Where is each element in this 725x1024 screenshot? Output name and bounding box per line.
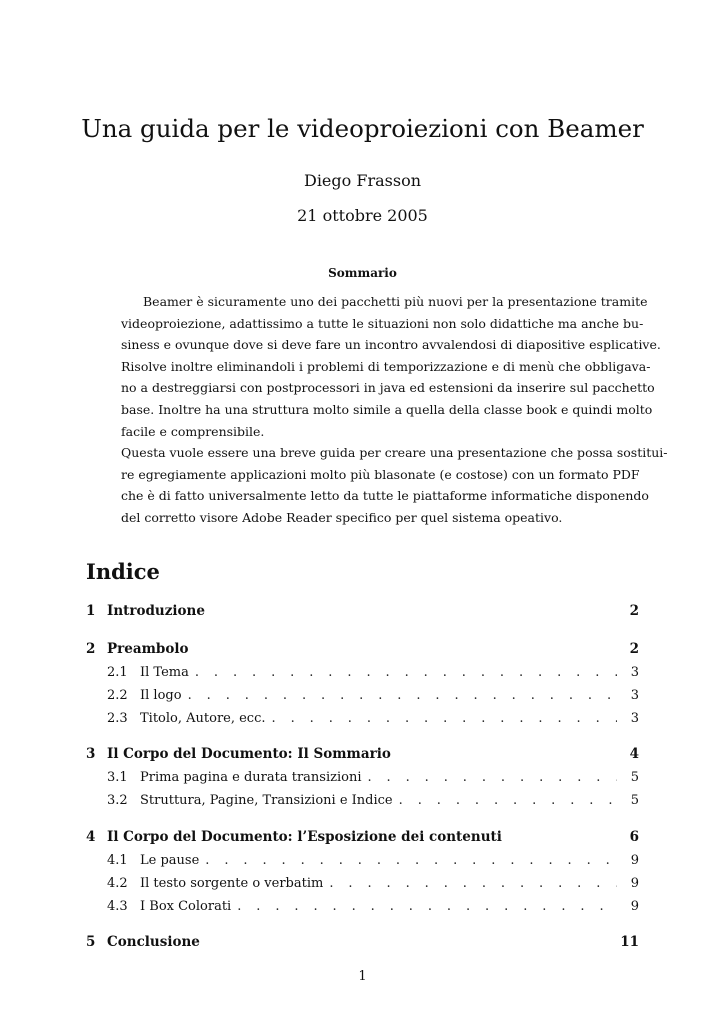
abstract-line: che è di fatto universalmente letto da tutte le piattaforme informatiche disponendo (121, 488, 649, 504)
toc-subsection-testo-sorgente[interactable] (107, 872, 639, 894)
page-number: 1 (358, 969, 367, 984)
toc-section-number: 2 (86, 641, 96, 657)
abstract-line: Risolve inoltre eliminandoli i problemi di temporizzazione e di menù che obbligava- (121, 358, 651, 374)
toc-section-label: Preambolo (107, 641, 189, 657)
toc-subsection-le-pause[interactable] (107, 849, 639, 871)
toc-subsection-prima-pagina[interactable] (107, 766, 639, 788)
toc-subsection-label: Le pause (140, 852, 200, 868)
abstract-line: Beamer è sicuramente uno dei pacchetti più nuovi per la presentazione tramite (143, 294, 648, 309)
toc-section-number: 4 (86, 829, 96, 845)
toc-leader-dots (237, 899, 617, 914)
toc-subsection-number: 4.3 (107, 898, 128, 914)
toc-section-page: 2 (629, 641, 639, 657)
toc-leader-dots (399, 793, 617, 808)
toc-subsection-label: Il Tema (140, 664, 189, 680)
toc-subsection-number: 2.2 (107, 687, 128, 703)
toc-subsection-label: Struttura, Pagine, Transizioni e Indice (140, 792, 393, 808)
toc-section-label: Conclusione (107, 934, 200, 950)
toc-section-introduzione[interactable] (86, 600, 639, 622)
toc-leader-dots (272, 711, 618, 726)
toc-leader-dots (367, 770, 617, 785)
toc-section-label: Il Corpo del Documento: l’Esposizione dei contenuti (107, 829, 502, 845)
toc-subsection-number: 4.1 (107, 852, 128, 868)
abstract-line: re egregiamente applicazioni molto più blasonate (e costose) con un formato PDF (121, 466, 640, 482)
toc-section-label: Il Corpo del Documento: Il Sommario (107, 746, 391, 762)
toc-section-page: 6 (629, 829, 639, 845)
toc-subsection-box-colorati[interactable] (107, 895, 639, 917)
toc-subsection-number: 3.1 (107, 769, 128, 785)
document-author: Diego Frasson (303, 171, 422, 190)
toc-subsection-number: 2.1 (107, 664, 128, 680)
toc-subsection-label: Il logo (140, 687, 182, 703)
toc-subsection-page: 9 (630, 852, 639, 868)
toc-heading: Indice (86, 559, 160, 584)
abstract-body (121, 291, 668, 529)
toc-subsection-page: 9 (630, 875, 639, 891)
abstract-heading: Sommario (328, 266, 397, 280)
toc-subsection-label: Il testo sorgente o verbatim (140, 875, 324, 891)
toc-subsection-number: 2.3 (107, 710, 128, 726)
toc-leader-dots (195, 665, 617, 680)
toc-subsection-page: 5 (630, 769, 639, 785)
toc-section-corpo-esposizione[interactable] (86, 826, 639, 848)
document-title: Una guida per le videoproiezioni con Beamer (81, 114, 644, 143)
toc-leader-dots (205, 853, 617, 868)
abstract-line: del corretto visore Adobe Reader specifico per quel sistema opeativo. (121, 509, 563, 525)
toc-subsection-page: 3 (630, 664, 639, 680)
toc-section-page: 11 (620, 934, 639, 950)
toc-section-label: Introduzione (107, 603, 205, 619)
toc-section-preambolo[interactable] (86, 638, 639, 660)
toc-subsection-il-tema[interactable] (107, 661, 639, 683)
toc-subsection-page: 3 (630, 687, 639, 703)
abstract-line: base. Inoltre ha una struttura molto simile a quella della classe book e quindi molto (121, 401, 653, 417)
toc-subsection-page: 3 (630, 710, 639, 726)
toc-subsection-label: Titolo, Autore, ecc. (140, 710, 266, 726)
toc-subsection-page: 9 (630, 898, 639, 914)
document-date: 21 ottobre 2005 (297, 206, 428, 225)
toc-subsection-number: 4.2 (107, 875, 128, 891)
toc-leader-dots (329, 876, 617, 891)
abstract-line: videoproiezione, adattissimo a tutte le situazioni non solo didattiche ma anche bu- (121, 315, 644, 331)
toc-subsection-struttura-pagine[interactable] (107, 789, 639, 811)
toc-section-corpo-sommario[interactable] (86, 743, 639, 765)
toc-subsection-number: 3.2 (107, 792, 128, 808)
abstract-line: Questa vuole essere una breve guida per creare una presentazione che possa sostitui- (121, 445, 668, 461)
toc-section-conclusione[interactable] (86, 931, 639, 953)
toc-subsection-il-logo[interactable] (107, 684, 639, 706)
abstract-line: facile e comprensibile. (121, 423, 265, 439)
toc-subsection-label: I Box Colorati (140, 898, 232, 914)
toc-subsection-page: 5 (630, 792, 639, 808)
toc-section-number: 5 (86, 934, 96, 950)
toc-leader-dots (188, 688, 617, 703)
toc-section-number: 3 (86, 746, 96, 762)
toc-section-page: 2 (629, 603, 639, 619)
toc-subsection-titolo-autore[interactable] (107, 707, 639, 729)
toc-subsection-label: Prima pagina e durata transizioni (140, 769, 362, 785)
toc-section-page: 4 (629, 746, 639, 762)
abstract-line: siness e ovunque dove si deve fare un incontro avvalendosi di diapositive esplicative. (121, 337, 661, 353)
toc-section-number: 1 (86, 603, 96, 619)
abstract-line: no a destreggiarsi con postprocessori in java ed estensioni da inserire sul pacchetto (121, 380, 655, 396)
